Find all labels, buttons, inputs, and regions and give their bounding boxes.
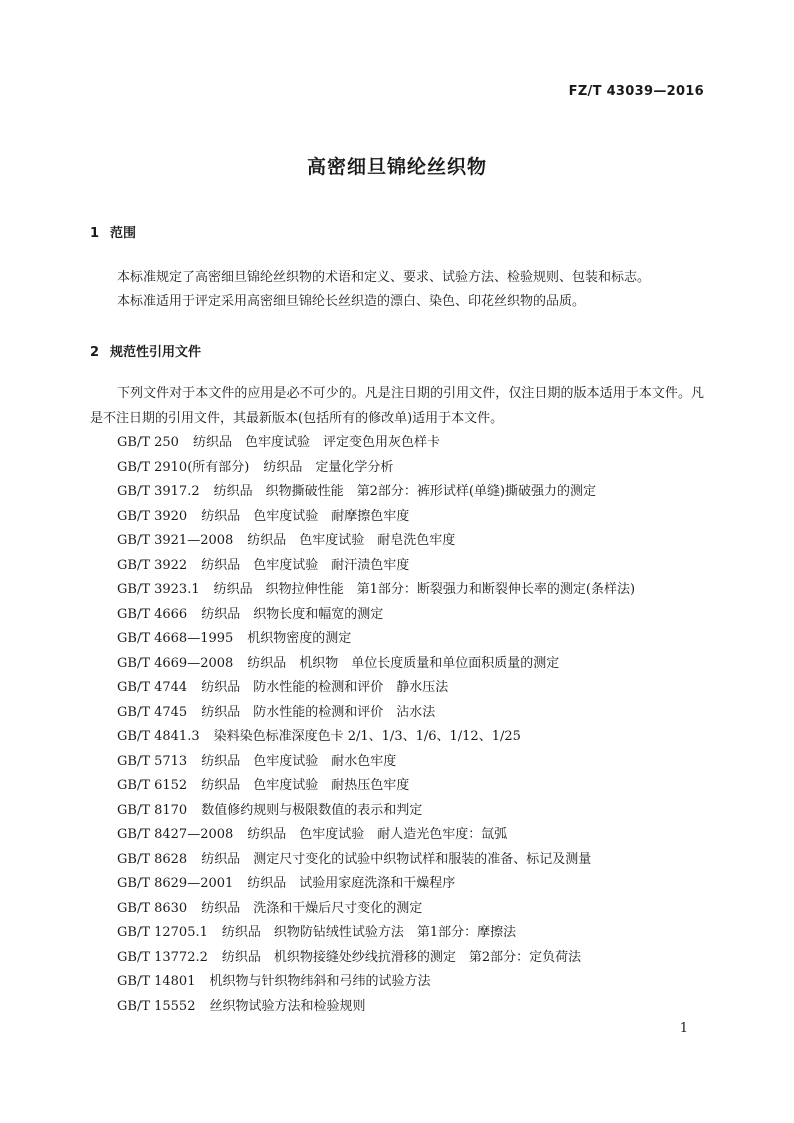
reference-item: [117, 799, 635, 824]
scope-paragraph-2: 本标准适用于评定采用高密细旦锦纶长丝织造的漂白、染色、印花丝织物的品质。: [117, 294, 586, 309]
reference-title: 机织物密度的测定: [247, 631, 352, 646]
reference-title: 纺织品 测定尺寸变化的试验中织物试样和服装的准备、标记及测量: [201, 851, 592, 867]
reference-list: [117, 431, 635, 1019]
normative-refs-intro: 下列文件对于本文件的应用是必不可少的。凡是注日期的引用文件，仅注日期的版本适用于本文件。凡是不注日期的引用文件，其最新版本(包括所有的修改单)适用于本文件。: [90, 386, 704, 426]
reference-item: [117, 921, 635, 946]
section-number: 1: [90, 226, 100, 241]
reference-title: 纺织品 试验用家庭洗涤和干燥程序: [247, 876, 456, 891]
section-number: 2: [90, 345, 100, 360]
reference-title: 染料染色标准深度色卡 2/1、1/3、1/6、1/12、1/25: [213, 729, 521, 744]
reference-title: 纺织品 色牢度试验 评定变色用灰色样卡: [192, 435, 440, 450]
reference-item: [117, 872, 635, 897]
reference-item: [117, 897, 635, 922]
reference-item: [117, 652, 635, 677]
reference-code: GB/T 4744: [117, 680, 188, 695]
reference-item: [117, 701, 635, 726]
reference-item: [117, 456, 635, 481]
reference-title: 丝织物试验方法和检验规则: [209, 998, 366, 1014]
section-title: 范围: [110, 226, 137, 241]
reference-code: GB/T 4668—1995: [117, 631, 234, 646]
reference-code: GB/T 2910(所有部分): [117, 459, 250, 475]
section-heading-scope: [90, 222, 136, 241]
reference-item: [117, 431, 635, 456]
reference-code: GB/T 8629—2001: [117, 876, 234, 891]
reference-code: GB/T 12705.1: [117, 925, 208, 940]
reference-item: [117, 505, 635, 530]
reference-item: [117, 946, 635, 971]
reference-title: 纺织品 定量化学分析: [263, 459, 394, 475]
reference-code: GB/T 14801: [117, 974, 196, 989]
reference-title: 机织物与针织物纬斜和弓纬的试验方法: [209, 974, 431, 989]
reference-item: [117, 676, 635, 701]
reference-title: 纺织品 防水性能的检测和评价 沾水法: [201, 704, 436, 720]
reference-code: GB/T 250: [117, 435, 179, 450]
reference-code: GB/T 4841.3: [117, 729, 200, 744]
reference-item: [117, 480, 635, 505]
scope-paragraph-1: 本标准规定了高密细旦锦纶丝织物的术语和定义、要求、试验方法、检验规则、包装和标志。: [117, 270, 651, 285]
reference-title: 纺织品 织物防钻绒性试验方法 第1部分：摩擦法: [221, 925, 517, 940]
document-title: 高密细旦锦纶丝织物: [306, 156, 487, 178]
reference-code: GB/T 3920: [117, 508, 188, 524]
reference-title: 纺织品 洗涤和干燥后尺寸变化的测定: [201, 900, 423, 916]
reference-title: 纺织品 色牢度试验 耐皂洗色牢度: [247, 533, 456, 548]
reference-code: GB/T 15552: [117, 998, 196, 1014]
page-number: 1: [679, 1021, 688, 1036]
standard-code: FZ/T 43039—2016: [568, 84, 704, 99]
reference-code: GB/T 3921—2008: [117, 533, 234, 548]
reference-item: [117, 995, 635, 1020]
reference-code: GB/T 3922: [117, 557, 188, 573]
section-heading-normative-refs: [90, 341, 201, 360]
reference-title: 纺织品 色牢度试验 耐摩擦色牢度: [201, 508, 410, 524]
reference-item: [117, 823, 635, 848]
reference-code: GB/T 8628: [117, 851, 188, 867]
reference-item: [117, 554, 635, 579]
reference-item: [117, 578, 635, 603]
reference-title: 纺织品 色牢度试验 耐人造光色牢度：氙弧: [247, 827, 508, 842]
reference-title: 纺织品 色牢度试验 耐热压色牢度: [201, 778, 410, 793]
reference-item: [117, 970, 635, 995]
reference-item: [117, 603, 635, 628]
section-title: 规范性引用文件: [110, 345, 202, 360]
reference-title: 纺织品 织物撕破性能 第2部分：裤形试样(单缝)撕破强力的测定: [213, 484, 597, 499]
reference-title: 纺织品 织物拉伸性能 第1部分：断裂强力和断裂伸长率的测定(条样法): [213, 582, 636, 597]
reference-item: [117, 848, 635, 873]
reference-title: 纺织品 机织物 单位长度质量和单位面积质量的测定: [247, 655, 560, 671]
reference-code: GB/T 4669—2008: [117, 655, 234, 671]
reference-title: 纺织品 色牢度试验 耐汗渍色牢度: [201, 557, 410, 573]
reference-code: GB/T 8630: [117, 900, 188, 916]
reference-title: 纺织品 防水性能的检测和评价 静水压法: [201, 680, 449, 695]
reference-code: GB/T 6152: [117, 778, 188, 793]
reference-code: GB/T 13772.2: [117, 949, 208, 965]
reference-title: 数值修约规则与极限数值的表示和判定: [201, 802, 423, 818]
reference-item: [117, 627, 635, 652]
reference-code: GB/T 8170: [117, 802, 188, 818]
reference-title: 纺织品 色牢度试验 耐水色牢度: [201, 753, 397, 769]
reference-item: [117, 725, 635, 750]
reference-code: GB/T 5713: [117, 753, 188, 769]
reference-item: [117, 529, 635, 554]
reference-code: GB/T 8427—2008: [117, 827, 234, 842]
reference-code: GB/T 3923.1: [117, 582, 200, 597]
reference-title: 纺织品 机织物接缝处纱线抗滑移的测定 第2部分：定负荷法: [221, 949, 582, 965]
reference-item: [117, 774, 635, 799]
reference-title: 纺织品 织物长度和幅宽的测定: [201, 606, 384, 622]
reference-code: GB/T 4666: [117, 606, 188, 622]
reference-item: [117, 750, 635, 775]
reference-code: GB/T 4745: [117, 704, 188, 720]
reference-code: GB/T 3917.2: [117, 484, 200, 499]
